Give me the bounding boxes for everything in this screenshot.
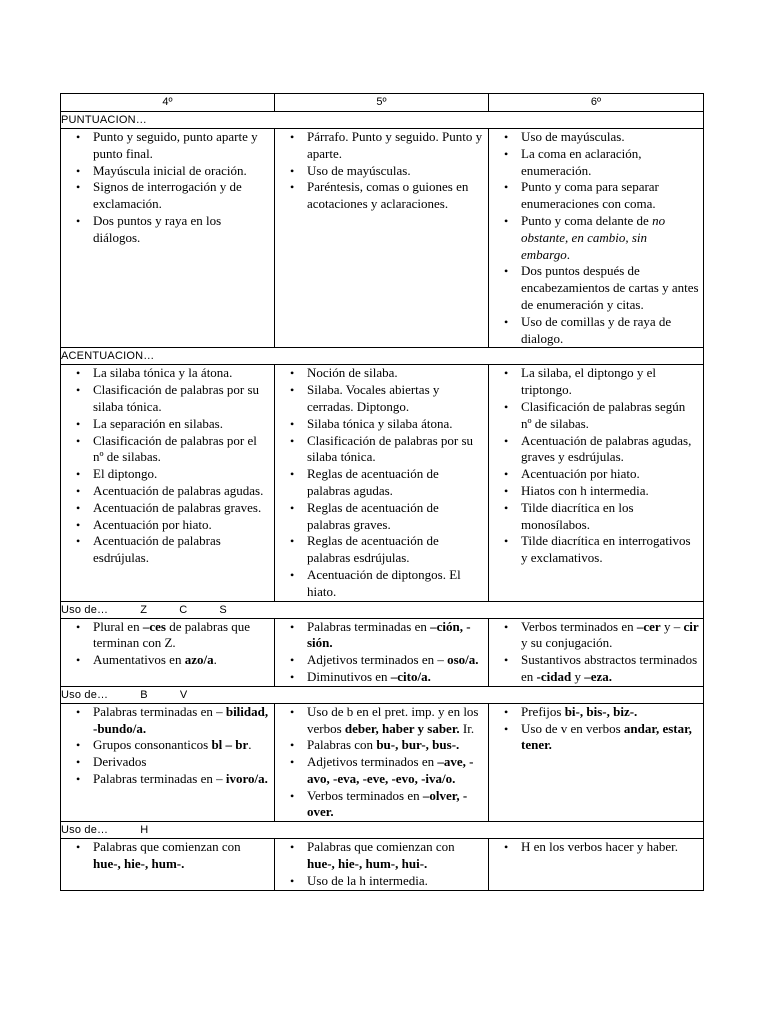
list-item bbox=[93, 652, 270, 669]
list-item bbox=[521, 263, 699, 313]
list-item-text: Palabras que comienzan con bbox=[93, 839, 241, 855]
list-item-text: Palabras terminadas en bbox=[307, 618, 431, 634]
list-item bbox=[307, 365, 484, 382]
section-letter: C bbox=[179, 603, 188, 616]
list-item bbox=[93, 754, 270, 771]
list-item-text: Adjetivos terminados en bbox=[307, 754, 438, 770]
list-item-text: Plural en bbox=[93, 618, 143, 634]
list-item-text: Signos de interrogación y de exclamación. bbox=[93, 179, 242, 212]
content-cell-col-4 bbox=[61, 703, 275, 822]
list-item-text: Punto y coma para separar enumeraciones con coma. bbox=[521, 179, 659, 212]
list-item bbox=[307, 163, 484, 180]
list-item-text: Uso de mayúsculas. bbox=[307, 162, 411, 178]
section-content-row bbox=[61, 703, 704, 822]
section-title bbox=[61, 348, 704, 365]
bullet-list bbox=[61, 619, 274, 669]
content-cell-col-6 bbox=[489, 839, 704, 890]
list-item-text: Palabras terminadas en – bbox=[93, 770, 226, 786]
list-item bbox=[93, 466, 270, 483]
bullet-list bbox=[489, 704, 703, 754]
list-item-text: ivoro/a. bbox=[225, 770, 268, 786]
list-item-text: Derivados bbox=[93, 754, 147, 770]
bullet-list bbox=[61, 365, 274, 567]
list-item-text: Uso de la h intermedia. bbox=[307, 872, 428, 888]
list-item-text: Grupos consonanticos bbox=[93, 737, 212, 753]
list-item-text: Reglas de acentuación de palabras agudas. bbox=[307, 466, 439, 498]
list-item-text: –eza. bbox=[584, 668, 612, 684]
list-item-text: . bbox=[213, 652, 217, 668]
content-cell-col-6 bbox=[489, 129, 704, 348]
list-item bbox=[307, 567, 484, 601]
list-item-text: Sustantivos abstractos terminados en bbox=[521, 652, 698, 684]
curriculum-table bbox=[60, 93, 704, 891]
bullet-list bbox=[275, 839, 488, 889]
list-item bbox=[93, 416, 270, 433]
list-item bbox=[93, 433, 270, 467]
list-item-text: Hiatos con h intermedia. bbox=[521, 482, 649, 498]
list-item-text: Dos puntos y raya en los diálogos. bbox=[93, 212, 222, 245]
list-item-text: Párrafo. Punto y seguido. Punto y aparte. bbox=[307, 129, 483, 161]
list-item-text: hue-, hie-, hum-, hui-. bbox=[307, 856, 428, 872]
list-item bbox=[521, 179, 699, 213]
content-cell-col-5 bbox=[275, 703, 489, 822]
list-item bbox=[307, 839, 484, 873]
list-item-text: Tilde diacrítica en interrogativos y exclamativos. bbox=[521, 533, 691, 566]
list-item-text: –olver, -over. bbox=[307, 787, 468, 820]
list-item bbox=[521, 466, 699, 483]
content-cell-col-5 bbox=[275, 365, 489, 601]
list-item-text: Acentuación de palabras agudas, graves y esdrújulas. bbox=[521, 432, 692, 465]
list-item-text: Prefijos bbox=[521, 703, 565, 719]
section-content-row bbox=[61, 618, 704, 686]
grade-header-5: 5º bbox=[275, 94, 489, 112]
list-item-text: Diminutivos en bbox=[307, 668, 391, 684]
list-item bbox=[307, 382, 484, 416]
bullet-list bbox=[275, 129, 488, 213]
list-item bbox=[93, 365, 270, 382]
grade-header-row bbox=[61, 94, 704, 112]
list-item-text: Clasificación de palabras por su silaba tónica. bbox=[307, 432, 474, 465]
section-letters bbox=[108, 824, 148, 836]
section-letter: Z bbox=[140, 603, 148, 616]
list-item-text: La silaba, el diptongo y el triptongo. bbox=[521, 365, 657, 398]
list-item bbox=[307, 754, 484, 788]
bullet-list bbox=[489, 129, 703, 347]
list-item-text: Ir. bbox=[459, 720, 475, 736]
list-item bbox=[521, 533, 699, 567]
list-item-text: Acentuación de diptongos. El hiato. bbox=[307, 566, 461, 599]
section-content-row bbox=[61, 365, 704, 601]
bullet-list bbox=[275, 704, 488, 822]
list-item-text: Reglas de acentuación de palabras graves. bbox=[307, 499, 439, 532]
content-cell-col-6 bbox=[489, 703, 704, 822]
section-header-row bbox=[61, 348, 704, 365]
list-item bbox=[521, 399, 699, 433]
bullet-list bbox=[61, 704, 274, 788]
list-item bbox=[307, 873, 484, 890]
list-item-text: –cito/a. bbox=[390, 668, 431, 684]
list-item bbox=[521, 365, 699, 399]
content-cell-col-4 bbox=[61, 618, 275, 686]
list-item-text: Noción de silaba. bbox=[307, 365, 398, 381]
bullet-list bbox=[275, 619, 488, 686]
list-item bbox=[93, 163, 270, 180]
list-item-text: . bbox=[248, 737, 252, 753]
list-item-text: Punto y coma delante de bbox=[521, 212, 653, 228]
list-item-text: –cer bbox=[636, 618, 661, 634]
list-item-text: –ción, -sión. bbox=[307, 618, 471, 651]
section-title bbox=[61, 822, 704, 839]
bullet-list bbox=[275, 365, 488, 600]
content-cell-col-6 bbox=[489, 365, 704, 601]
list-item bbox=[521, 213, 699, 263]
list-item bbox=[93, 517, 270, 534]
section-header-row bbox=[61, 112, 704, 129]
section-letter: B bbox=[140, 688, 148, 701]
list-item bbox=[307, 416, 484, 433]
list-item bbox=[93, 129, 270, 163]
list-item bbox=[307, 737, 484, 754]
list-item bbox=[93, 179, 270, 213]
list-item bbox=[307, 619, 484, 653]
table-body bbox=[61, 112, 704, 891]
list-item-text: de palabras que terminan con Z. bbox=[93, 618, 251, 651]
section-content-row bbox=[61, 839, 704, 890]
bullet-list bbox=[489, 839, 703, 856]
list-item-text: azo/a bbox=[184, 652, 214, 668]
list-item-text: –ave, -avo, -eva, -eve, -evo, -iva/o. bbox=[307, 754, 474, 786]
list-item bbox=[521, 652, 699, 686]
list-item bbox=[521, 314, 699, 348]
list-item-text: La silaba tónica y la átona. bbox=[93, 365, 233, 381]
list-item-text: Palabras que comienzan con bbox=[307, 839, 455, 855]
list-item bbox=[521, 483, 699, 500]
list-item bbox=[521, 146, 699, 180]
section-header-row bbox=[61, 822, 704, 839]
list-item-text: Acentuación de palabras graves. bbox=[93, 499, 262, 515]
list-item-text: -cidad bbox=[536, 668, 572, 684]
section-title-text: Uso de… bbox=[61, 824, 109, 837]
section-title-text: ACENTUACION… bbox=[61, 350, 155, 363]
bullet-list bbox=[61, 129, 274, 247]
list-item-text: Palabras con bbox=[307, 737, 377, 753]
list-item bbox=[521, 129, 699, 146]
list-item bbox=[93, 619, 270, 653]
list-item-text: El diptongo. bbox=[93, 466, 158, 482]
list-item bbox=[307, 179, 484, 213]
list-item bbox=[307, 669, 484, 686]
content-cell-col-5 bbox=[275, 618, 489, 686]
section-content-row bbox=[61, 129, 704, 348]
list-item bbox=[521, 619, 699, 653]
content-cell-col-5 bbox=[275, 839, 489, 890]
list-item-text: andar, estar, tener. bbox=[521, 720, 692, 753]
list-item-text: La coma en aclaración, enumeración. bbox=[521, 145, 642, 178]
list-item bbox=[307, 433, 484, 467]
list-item-text: Reglas de acentuación de palabras esdrújulas. bbox=[307, 533, 439, 566]
section-title-text: Uso de… bbox=[61, 603, 109, 616]
section-letters bbox=[108, 604, 227, 616]
list-item-text: . bbox=[566, 246, 570, 262]
list-item-text: Acentuación por hiato. bbox=[521, 466, 640, 482]
section-header-row bbox=[61, 686, 704, 703]
list-item bbox=[521, 704, 699, 721]
content-cell-col-4 bbox=[61, 839, 275, 890]
list-item bbox=[307, 533, 484, 567]
list-item-text: Acentuación por hiato. bbox=[93, 516, 212, 532]
list-item-text: y bbox=[571, 668, 585, 684]
list-item-text: Uso de mayúsculas. bbox=[521, 129, 625, 144]
section-header-row bbox=[61, 601, 704, 618]
list-item-text: Tilde diacrítica en los monosílabos. bbox=[521, 499, 634, 532]
list-item-text: H en los verbos hacer y haber. bbox=[521, 839, 679, 855]
list-item-text: hue-, hie-, hum-. bbox=[93, 856, 185, 872]
list-item-text: bilidad, -bundo/a. bbox=[93, 703, 269, 736]
grade-header-6: 6º bbox=[489, 94, 704, 112]
list-item bbox=[93, 771, 270, 788]
content-cell-col-4 bbox=[61, 129, 275, 348]
list-item bbox=[307, 652, 484, 669]
bullet-list bbox=[489, 619, 703, 686]
list-item bbox=[521, 500, 699, 534]
content-cell-col-5 bbox=[275, 129, 489, 348]
list-item-text: bu-, bur-, bus-. bbox=[376, 737, 460, 753]
list-item-text: oso/a. bbox=[447, 652, 479, 668]
list-item-text: Uso de b en el pret. imp. y en los verbos bbox=[307, 703, 479, 736]
list-item-text: Uso de comillas y de raya de dialogo. bbox=[521, 313, 672, 346]
list-item bbox=[521, 721, 699, 755]
section-letter: S bbox=[219, 603, 227, 616]
list-item-text: cir bbox=[683, 618, 699, 634]
list-item-text: bl – br bbox=[211, 737, 249, 753]
list-item bbox=[93, 704, 270, 738]
list-item-text: Clasificación de palabras por el nº de silabas. bbox=[93, 432, 257, 465]
bullet-list bbox=[61, 839, 274, 873]
list-item-text: Adjetivos terminados en – bbox=[307, 652, 448, 668]
section-title-text: Uso de… bbox=[61, 688, 109, 701]
section-title bbox=[61, 601, 704, 618]
list-item-text: Verbos terminados en bbox=[521, 618, 637, 634]
list-item-text: bi-, bis-, biz-. bbox=[564, 703, 638, 719]
list-item-text: Silaba. Vocales abiertas y cerradas. Diptongo. bbox=[307, 382, 440, 414]
list-item bbox=[93, 533, 270, 567]
list-item-text: Punto y seguido, punto aparte y punto final. bbox=[93, 129, 258, 161]
list-item-text: no obstante, en cambio, sin embargo bbox=[521, 212, 666, 262]
list-item bbox=[93, 737, 270, 754]
list-item bbox=[521, 839, 699, 856]
section-letter: V bbox=[179, 688, 188, 701]
list-item-text: –ces bbox=[142, 618, 166, 634]
list-item-text: y – bbox=[660, 618, 684, 634]
list-item bbox=[307, 704, 484, 738]
list-item-text: Verbos terminados en bbox=[307, 787, 423, 803]
list-item bbox=[307, 129, 484, 163]
section-letters bbox=[108, 689, 187, 701]
section-letter: H bbox=[140, 824, 149, 837]
list-item bbox=[93, 483, 270, 500]
bullet-list bbox=[489, 365, 703, 567]
list-item bbox=[93, 839, 270, 873]
list-item-text: Clasificación de palabras por su silaba tónica. bbox=[93, 382, 260, 414]
list-item bbox=[521, 433, 699, 467]
list-item bbox=[93, 500, 270, 517]
list-item-text: Acentuación de palabras esdrújulas. bbox=[93, 533, 221, 566]
list-item bbox=[307, 500, 484, 534]
list-item-text: Paréntesis, comas o guiones en acotaciones y aclaraciones. bbox=[307, 179, 469, 212]
list-item bbox=[307, 466, 484, 500]
list-item-text: La separación en silabas. bbox=[93, 415, 223, 431]
list-item bbox=[93, 213, 270, 247]
list-item bbox=[93, 382, 270, 416]
grade-header-4: 4º bbox=[61, 94, 275, 112]
content-cell-col-6 bbox=[489, 618, 704, 686]
list-item-text: Silaba tónica y silaba átona. bbox=[307, 415, 453, 431]
list-item-text: Aumentativos en bbox=[93, 652, 185, 668]
section-title bbox=[61, 686, 704, 703]
section-title bbox=[61, 112, 704, 129]
list-item-text: Mayúscula inicial de oración. bbox=[93, 162, 247, 178]
list-item-text: Dos puntos después de encabezamientos de cartas y antes de enumeración y citas. bbox=[521, 263, 699, 312]
list-item-text: deber, haber y saber. bbox=[344, 720, 460, 736]
list-item-text: Palabras terminadas en – bbox=[93, 703, 226, 719]
list-item-text: y su conjugación. bbox=[521, 635, 613, 651]
section-title-text: PUNTUACION… bbox=[61, 114, 147, 126]
list-item bbox=[307, 788, 484, 822]
content-cell-col-4 bbox=[61, 365, 275, 601]
list-item-text: Uso de v en verbos bbox=[521, 720, 624, 736]
list-item-text: Acentuación de palabras agudas. bbox=[93, 482, 264, 498]
list-item-text: Clasificación de palabras según nº de silabas. bbox=[521, 398, 686, 431]
